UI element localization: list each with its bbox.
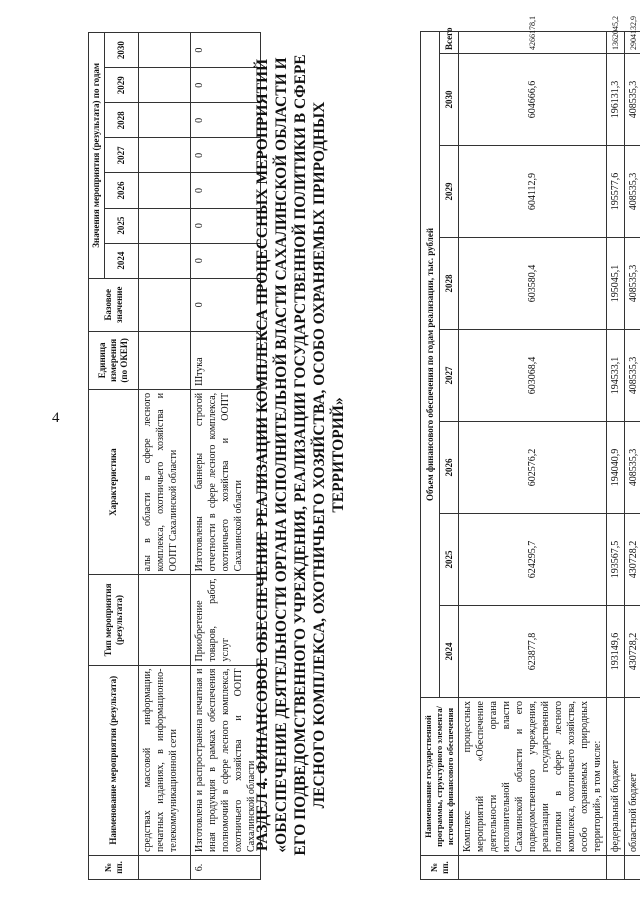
rotated-landscape-content	[48, 16, 639, 880]
t2-header-year: 2030	[440, 54, 459, 146]
t2-header-name: Наименование государственной программы, структурного элемента/источник финансового обеспечения	[421, 698, 459, 856]
t1-cell-num: 6.	[191, 855, 261, 879]
table-row	[459, 31, 607, 879]
t2-header-volume-group: Объем финансового обеспечения по годам реализации, тыс. рублей	[421, 31, 440, 697]
table-row	[625, 31, 640, 879]
t2-header-year: 2028	[440, 238, 459, 330]
t1-cell-type: Приобретение товаров, работ, услуг	[191, 575, 261, 665]
t1-cell-value	[139, 243, 191, 278]
t1-header-base: Базовое значение	[89, 278, 139, 331]
t1-cell-value	[139, 103, 191, 138]
t2-cell-value: 408535,3	[625, 146, 640, 238]
t2-cell-value: 604666,6	[459, 54, 607, 146]
t2-cell-value: 604112,9	[459, 146, 607, 238]
t2-cell-value: 603580,4	[459, 238, 607, 330]
t2-cell-name: областной бюджет	[625, 698, 640, 856]
t1-cell-value	[139, 208, 191, 243]
t2-cell-value: 196131,3	[607, 54, 625, 146]
t2-cell-value: 193149,6	[607, 606, 625, 698]
financing-table	[420, 16, 640, 880]
t2-cell-total: 1362045,2	[607, 31, 625, 53]
t1-header-year: 2030	[105, 33, 139, 68]
t2-cell-name: Комплекс процессных мероприятий «Обеспечение деятельности органа исполнительной власти Сахалинской области и его подведомственного учреждения, реализации государственной политики в сфере лесного комплекса, охотничьего хозяйства, особо охраняемых природных территорий», в том числе:	[459, 698, 607, 856]
t1-cell-unit	[139, 331, 191, 389]
page-number: 4	[52, 410, 60, 426]
t2-cell-value: 193567,5	[607, 514, 625, 606]
t1-header-year: 2028	[105, 103, 139, 138]
t1-cell-value	[139, 68, 191, 103]
t2-cell-value: 194533,1	[607, 330, 625, 422]
t2-cell-value: 430728,2	[625, 514, 640, 606]
t2-cell-value: 408535,3	[625, 422, 640, 514]
t2-cell-value: 602576,2	[459, 422, 607, 514]
t1-cell-value: 0	[191, 103, 261, 138]
table-row	[139, 33, 191, 880]
t2-header-year: 2024	[440, 606, 459, 698]
t1-header-values-group: Значения мероприятия (результата) по годам	[89, 33, 105, 279]
t1-header-year: 2027	[105, 138, 139, 173]
t2-cell-name: федеральный бюджет	[607, 698, 625, 856]
t1-cell-characteristic: алы в области в сфере лесного комплекса, охотничьего хозяйства и ООПТ Сахалинской области	[139, 389, 191, 574]
t2-cell-value: 408535,3	[625, 238, 640, 330]
t2-cell-value: 408535,3	[625, 330, 640, 422]
table-row	[607, 31, 625, 879]
t1-cell-num	[139, 855, 191, 879]
t2-header-year: 2025	[440, 514, 459, 606]
t2-header-total: Всего	[440, 31, 459, 53]
t1-header-year: 2024	[105, 243, 139, 278]
activity-values-table	[88, 32, 261, 880]
t2-cell-num	[607, 856, 625, 880]
t2-header-year: 2029	[440, 146, 459, 238]
t1-cell-name: Изготовлена и распространена печатная и иная продукция в рамках обеспечения полномочий в сфере лесного комплекса, охотничьего хозяйства и ООПТ Сахалинской области	[191, 665, 261, 855]
t2-header-num: № пп.	[421, 856, 459, 880]
t1-header-name: Наименование мероприятия (результата)	[89, 665, 139, 855]
t2-cell-num	[459, 856, 607, 880]
t2-cell-value: 195045,1	[607, 238, 625, 330]
t1-cell-value	[139, 138, 191, 173]
t2-cell-value: 623877,8	[459, 606, 607, 698]
section-heading: РАЗДЕЛ 4. ФИНАНСОВОЕ ОБЕСПЕЧЕНИЕ РЕАЛИЗАЦИИ КОМПЛЕКСА ПРОЦЕССНЫХ МЕРОПРИЯТИЙ «ОБЕСПЕЧЕНИЕ ДЕЯТЕЛЬНОСТИ ОРГАНА ИСПОЛНИТЕЛЬНОЙ ВЛАСТИ САХАЛИНСКОЙ ОБЛАСТИ И ЕГО ПОДВЕДОМСТВЕННОГО УЧРЕЖДЕНИЯ, РЕАЛИЗАЦИИ ГОСУДАРСТВЕННОЙ ПОЛИТИКИ В СФЕРЕ ЛЕСНОГО КОМПЛЕКСА, ОХОТНИЧЬЕГО ХОЗЯЙСТВА, ОСОБО ОХРАНЯЕМЫХ ПРИРОДНЫХ ТЕРРИТОРИЙ»	[254, 54, 347, 856]
t2-cell-value: 195577,6	[607, 146, 625, 238]
t2-cell-value: 430728,2	[625, 606, 640, 698]
t2-cell-num	[625, 856, 640, 880]
t1-header-unit: Единица измерения (по ОКЕИ)	[89, 331, 139, 389]
table-row	[191, 33, 261, 880]
t2-cell-value: 194040,9	[607, 422, 625, 514]
t2-header-year: 2026	[440, 422, 459, 514]
t1-cell-value: 0	[191, 208, 261, 243]
t1-cell-value: 0	[191, 68, 261, 103]
t1-cell-unit: Штука	[191, 331, 261, 389]
t1-cell-value	[139, 173, 191, 208]
t1-cell-type	[139, 575, 191, 665]
t1-header-characteristic: Характеристика	[89, 389, 139, 574]
t1-header-num: № пп.	[89, 855, 139, 879]
t1-cell-value: 0	[191, 138, 261, 173]
t1-header-year: 2026	[105, 173, 139, 208]
t2-cell-value: 624295,7	[459, 514, 607, 606]
t2-cell-value: 603068,4	[459, 330, 607, 422]
t1-cell-characteristic: Изготовлены баннеры строгой отчетности в сфере лесного комплекса, охотничьего хозяйства и ООПТ Сахалинской области	[191, 389, 261, 574]
t2-cell-value: 408535,3	[625, 54, 640, 146]
t1-cell-value: 0	[191, 243, 261, 278]
t1-cell-base	[139, 278, 191, 331]
t2-cell-total: 4266178,1	[459, 31, 607, 53]
t2-header-year: 2027	[440, 330, 459, 422]
t1-header-type: Тип мероприятия (результата)	[89, 575, 139, 665]
t1-header-year: 2029	[105, 68, 139, 103]
t1-cell-value	[139, 33, 191, 68]
t1-cell-name: средствах массовой информации, печатных изданиях, в информационно-телекоммуникационной сети	[139, 665, 191, 855]
t1-cell-base: 0	[191, 278, 261, 331]
t2-cell-total: 2904132,9	[625, 31, 640, 53]
t1-cell-value: 0	[191, 173, 261, 208]
t1-header-year: 2025	[105, 208, 139, 243]
t1-cell-value: 0	[191, 33, 261, 68]
